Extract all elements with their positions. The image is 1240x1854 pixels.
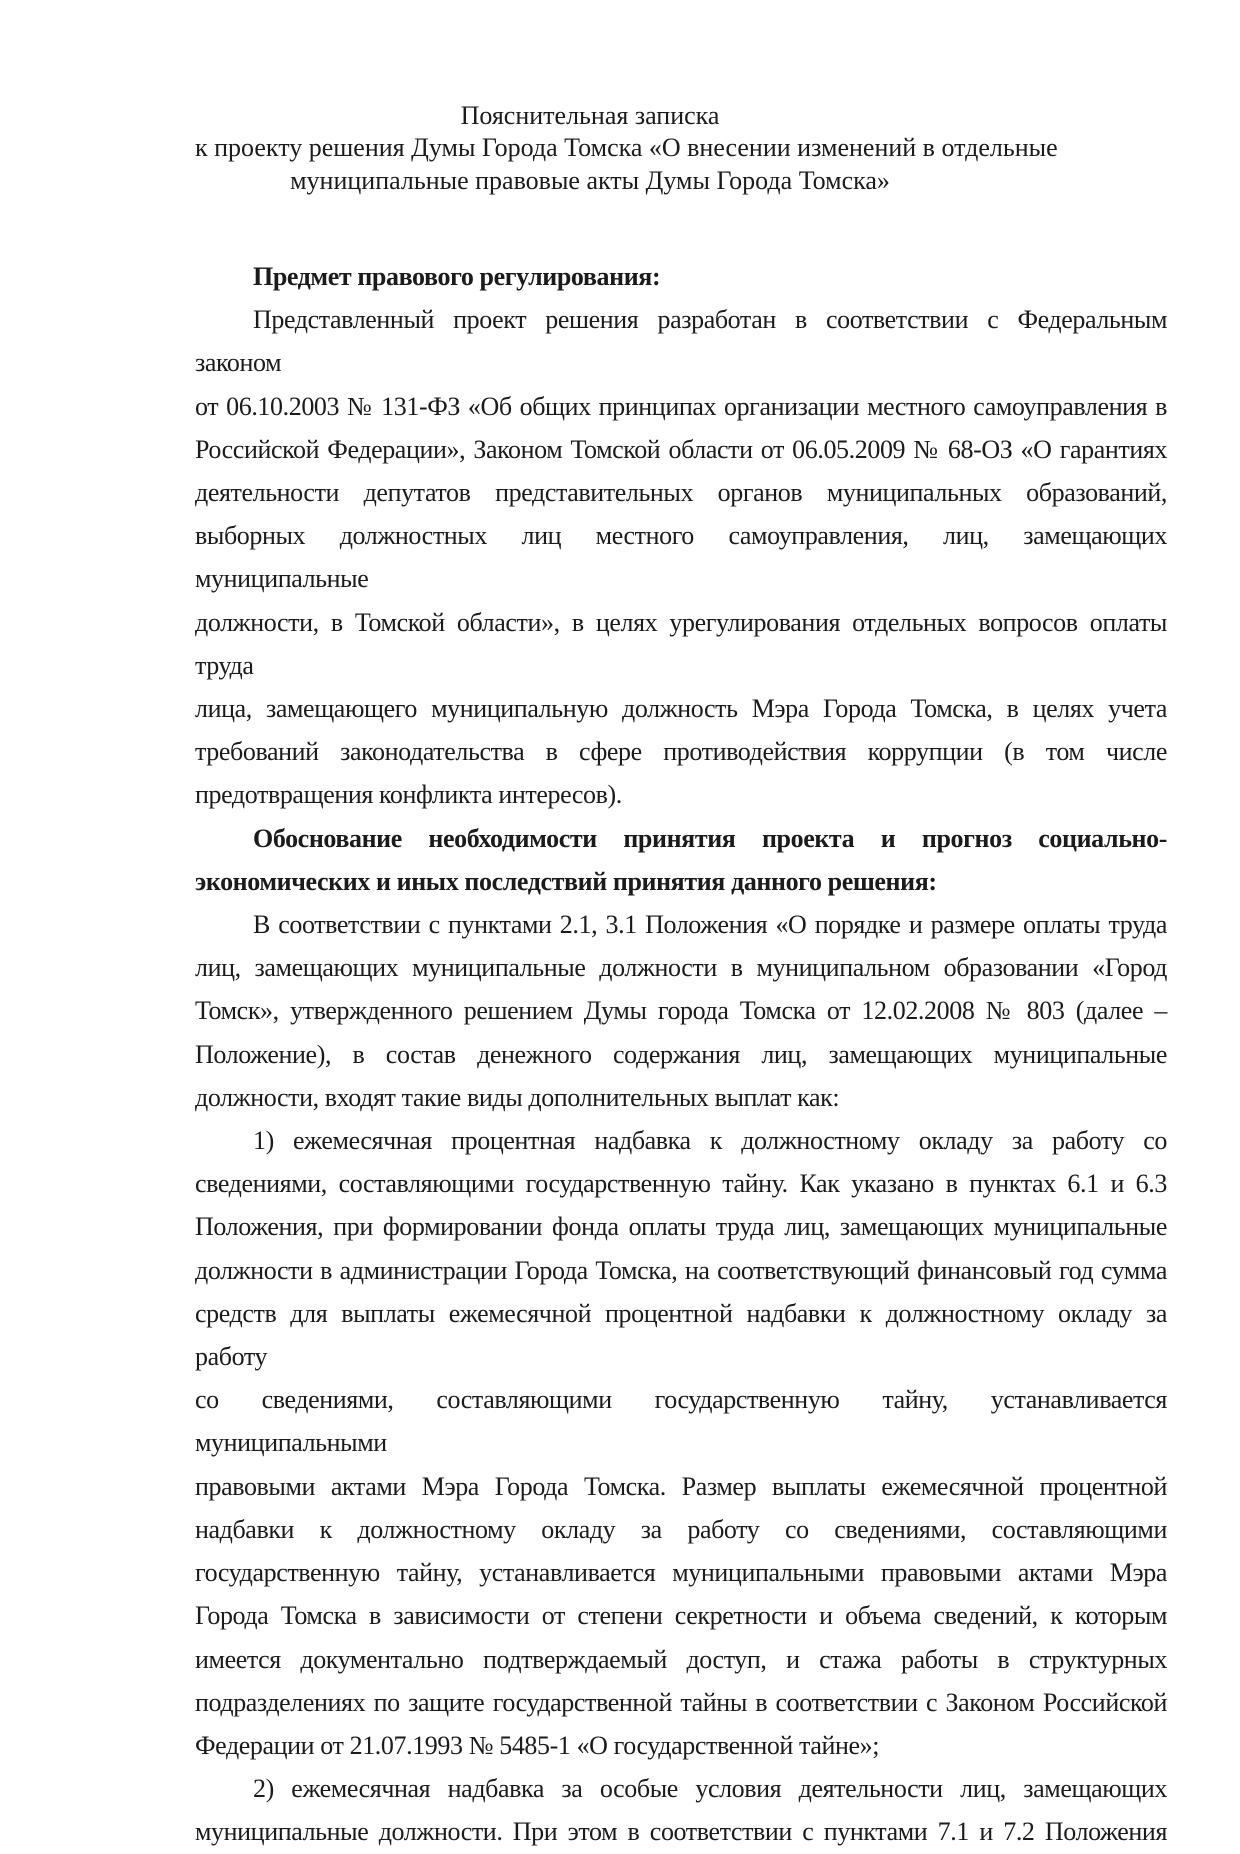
heading-justification-line-2: экономических и иных последствий принятия данного решения:: [195, 866, 937, 896]
paragraph-item-1-line-2: сведениями, составляющими государственную тайну. Как указано в пунктах 6.1 и 6.3: [195, 1169, 1167, 1199]
paragraph-legal-basis-line-6: должности, в Томской области», в целях урегулирования отдельных вопросов оплаты труда: [195, 607, 1167, 680]
title-line-1: Пояснительная записка: [460, 101, 720, 130]
paragraph-item-1-line-10: Города Томска в зависимости от степени секретности и объема сведений, к которым: [195, 1601, 1167, 1631]
title-line-2: к проекту решения Думы Города Томска «О внесении изменений в отдельные: [195, 133, 1058, 163]
paragraph-legal-basis-line-3: Российской Федерации», Законом Томской области от 06.05.2009 № 68-ОЗ «О гарантиях: [195, 434, 1167, 464]
paragraph-legal-basis-line-1: Представленный проект решения разработан в соответствии с Федеральным законом: [195, 305, 1167, 378]
paragraph-item-1-line-11: имеется документально подтверждаемый доступ, и стажа работы в структурных: [195, 1644, 1167, 1674]
paragraph-item-1-line-7: правовыми актами Мэра Города Томска. Размер выплаты ежемесячной процентной: [195, 1471, 1167, 1501]
paragraph-item-1-line-9: государственную тайну, устанавливается муниципальными правовыми актами Мэра: [195, 1558, 1167, 1588]
paragraph-legal-basis-line-9: предотвращения конфликта интересов).: [195, 780, 622, 810]
paragraph-legal-basis-line-8: требований законодательства в сфере противодействия коррупции (в том числе: [195, 737, 1167, 767]
paragraph-regulation-line-5: должности, входят такие виды дополнительных выплат как:: [195, 1082, 840, 1112]
document-body: [195, 255, 1167, 1854]
paragraph-item-1-line-1: 1) ежемесячная процентная надбавка к должностному окладу за работу со: [253, 1126, 1167, 1156]
paragraph-item-1-line-13: Федерации от 21.07.1993 № 5485-1 «О государственной тайне»;: [195, 1730, 880, 1760]
paragraph-item-1-line-4: должности в администрации Города Томска, на соответствующий финансовый год сумма: [195, 1255, 1167, 1285]
paragraph-regulation-line-2: лиц, замещающих муниципальные должности в муниципальном образовании «Город: [195, 953, 1167, 983]
paragraph-item-1-line-8: надбавки к должностному окладу за работу со сведениями, составляющими: [195, 1514, 1167, 1544]
heading-justification-line-1: Обоснование необходимости принятия проекта и прогноз социально-: [253, 823, 1167, 853]
heading-subject-line-1: Предмет правового регулирования:: [253, 262, 661, 291]
title-line-3: муниципальные правовые акты Думы Города Томска»: [290, 165, 890, 195]
paragraph-legal-basis-line-5: выборных должностных лиц местного самоуправления, лиц, замещающих муниципальные: [195, 521, 1167, 594]
paragraph-legal-basis-line-7: лица, замещающего муниципальную должность Мэра Города Томска, в целях учета: [195, 694, 1167, 724]
paragraph-item-1-line-5: средств для выплаты ежемесячной процентной надбавки к должностному окладу за работу: [195, 1298, 1167, 1372]
paragraph-item-1-line-3: Положения, при формировании фонда оплаты труда лиц, замещающих муниципальные: [195, 1212, 1167, 1242]
paragraph-regulation-line-3: Томск», утвержденного решением Думы города Томска от 12.02.2008 № 803 (далее –: [195, 996, 1167, 1026]
paragraph-item-2-line-2: муниципальные должности. При этом в соответствии с пунктами 7.1 и 7.2 Положения: [195, 1817, 1167, 1847]
paragraph-legal-basis-line-4: деятельности депутатов представительных органов муниципальных образований,: [195, 478, 1167, 508]
paragraph-item-1-line-6: со сведениями, составляющими государственную тайну, устанавливается муниципальными: [195, 1385, 1167, 1458]
paragraph-regulation-line-4: Положение), в состав денежного содержания лиц, замещающих муниципальные: [195, 1039, 1167, 1069]
paragraph-item-1-line-12: подразделениях по защите государственной тайны в соответствии с Законом Российской: [195, 1687, 1167, 1717]
paragraph-legal-basis-line-2: от 06.10.2003 № 131-ФЗ «Об общих принципах организации местного самоуправления в: [195, 391, 1167, 421]
paragraph-item-2-line-1: 2) ежемесячная надбавка за особые условия деятельности лиц, замещающих: [253, 1774, 1167, 1804]
paragraph-regulation-line-1: В соответствии с пунктами 2.1, 3.1 Положения «О порядке и размере оплаты труда: [253, 910, 1167, 940]
document-title: [195, 100, 1058, 197]
